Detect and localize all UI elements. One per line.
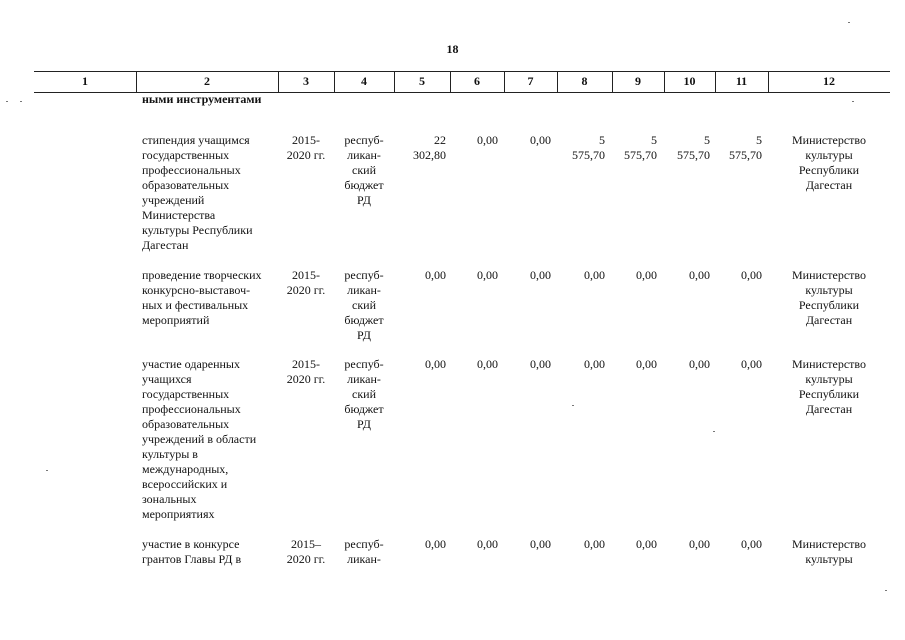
value-col10: 0,00 xyxy=(689,537,710,551)
period-cell: 2015– 2020 гг. xyxy=(286,537,326,566)
scan-speck xyxy=(20,101,22,102)
value-col7: 0,00 xyxy=(530,537,551,551)
value-col5: 0,00 xyxy=(425,537,446,551)
period-cell: 2015- 2020 гг. xyxy=(286,357,326,386)
period-cell: 2015- 2020 гг. xyxy=(286,133,326,162)
value-col7: 0,00 xyxy=(530,357,551,371)
header-col-4: 4 xyxy=(361,74,367,88)
executor-cell: Министерство культуры Республики Дагестан xyxy=(792,268,866,327)
header-col-3: 3 xyxy=(303,74,309,88)
continuation-text: ными инструментами xyxy=(142,92,262,106)
scan-speck xyxy=(6,101,8,102)
executor-cell: Министерство культуры Республики Дагестан xyxy=(792,357,866,416)
header-col-11: 11 xyxy=(735,74,748,88)
value-col11: 0,00 xyxy=(741,357,762,371)
source-cell: респуб- ликан- ский бюджет РД xyxy=(344,133,384,207)
value-col9: 0,00 xyxy=(636,357,657,371)
scan-speck xyxy=(885,590,887,591)
value-col6: 0,00 xyxy=(477,537,498,551)
header-col-8: 8 xyxy=(581,74,588,88)
header-col-9: 9 xyxy=(635,74,641,88)
value-col7: 0,00 xyxy=(530,133,551,147)
value-col10: 0,00 xyxy=(689,357,710,371)
value-col9: 0,00 xyxy=(636,537,657,551)
page-number: 18 xyxy=(446,42,459,56)
header-col-6: 6 xyxy=(474,74,480,88)
scan-speck xyxy=(713,431,715,432)
header-col-5: 5 xyxy=(419,74,425,88)
value-col6: 0,00 xyxy=(477,133,498,147)
measure-cell: участие одаренных учащихся государственных профессиональных образовательных учреждений в области культуры в международных, всероссийских и зональных мероприятиях xyxy=(142,357,257,521)
value-col8: 5 575,70 xyxy=(572,133,605,162)
value-col7: 0,00 xyxy=(530,268,551,282)
scan-speck xyxy=(46,470,48,471)
value-col5: 22 302,80 xyxy=(413,133,446,162)
table-top-rule xyxy=(34,71,890,72)
value-col6: 0,00 xyxy=(477,357,498,371)
value-col11: 5 575,70 xyxy=(729,133,762,162)
scan-speck xyxy=(848,22,850,23)
value-col8: 0,00 xyxy=(584,357,605,371)
value-col10: 5 575,70 xyxy=(677,133,710,162)
header-col-1: 1 xyxy=(82,74,88,88)
header-col-10: 10 xyxy=(683,74,696,88)
value-col11: 0,00 xyxy=(741,268,762,282)
value-col5: 0,00 xyxy=(425,268,446,282)
value-col9: 5 575,70 xyxy=(624,133,657,162)
scan-speck xyxy=(572,405,574,406)
period-cell: 2015- 2020 гг. xyxy=(286,268,326,297)
measure-cell: проведение творческих конкурсно-выставоч- ных и фестивальных мероприятий xyxy=(142,268,262,327)
value-col8: 0,00 xyxy=(584,537,605,551)
measure-cell: стипендия учащимся государственных профессиональных образовательных учреждений Министерства культуры Республики Дагестан xyxy=(142,133,253,252)
measure-cell: участие в конкурсе грантов Главы РД в xyxy=(142,537,242,566)
header-col-2: 2 xyxy=(204,74,210,88)
source-cell: респуб- ликан- xyxy=(344,537,384,566)
header-col-7: 7 xyxy=(527,74,534,88)
value-col6: 0,00 xyxy=(477,268,498,282)
source-cell: респуб- ликан- ский бюджет РД xyxy=(344,357,384,431)
scan-speck xyxy=(852,101,854,102)
executor-cell: Министерство культуры Республики Дагестан xyxy=(792,133,866,192)
value-col8: 0,00 xyxy=(584,268,605,282)
header-col-12: 12 xyxy=(823,74,835,88)
value-col11: 0,00 xyxy=(741,537,762,551)
source-cell: респуб- ликан- ский бюджет РД xyxy=(344,268,384,342)
value-col9: 0,00 xyxy=(636,268,657,282)
value-col10: 0,00 xyxy=(689,268,710,282)
value-col5: 0,00 xyxy=(425,357,446,371)
executor-cell: Министерство культуры xyxy=(792,537,866,566)
